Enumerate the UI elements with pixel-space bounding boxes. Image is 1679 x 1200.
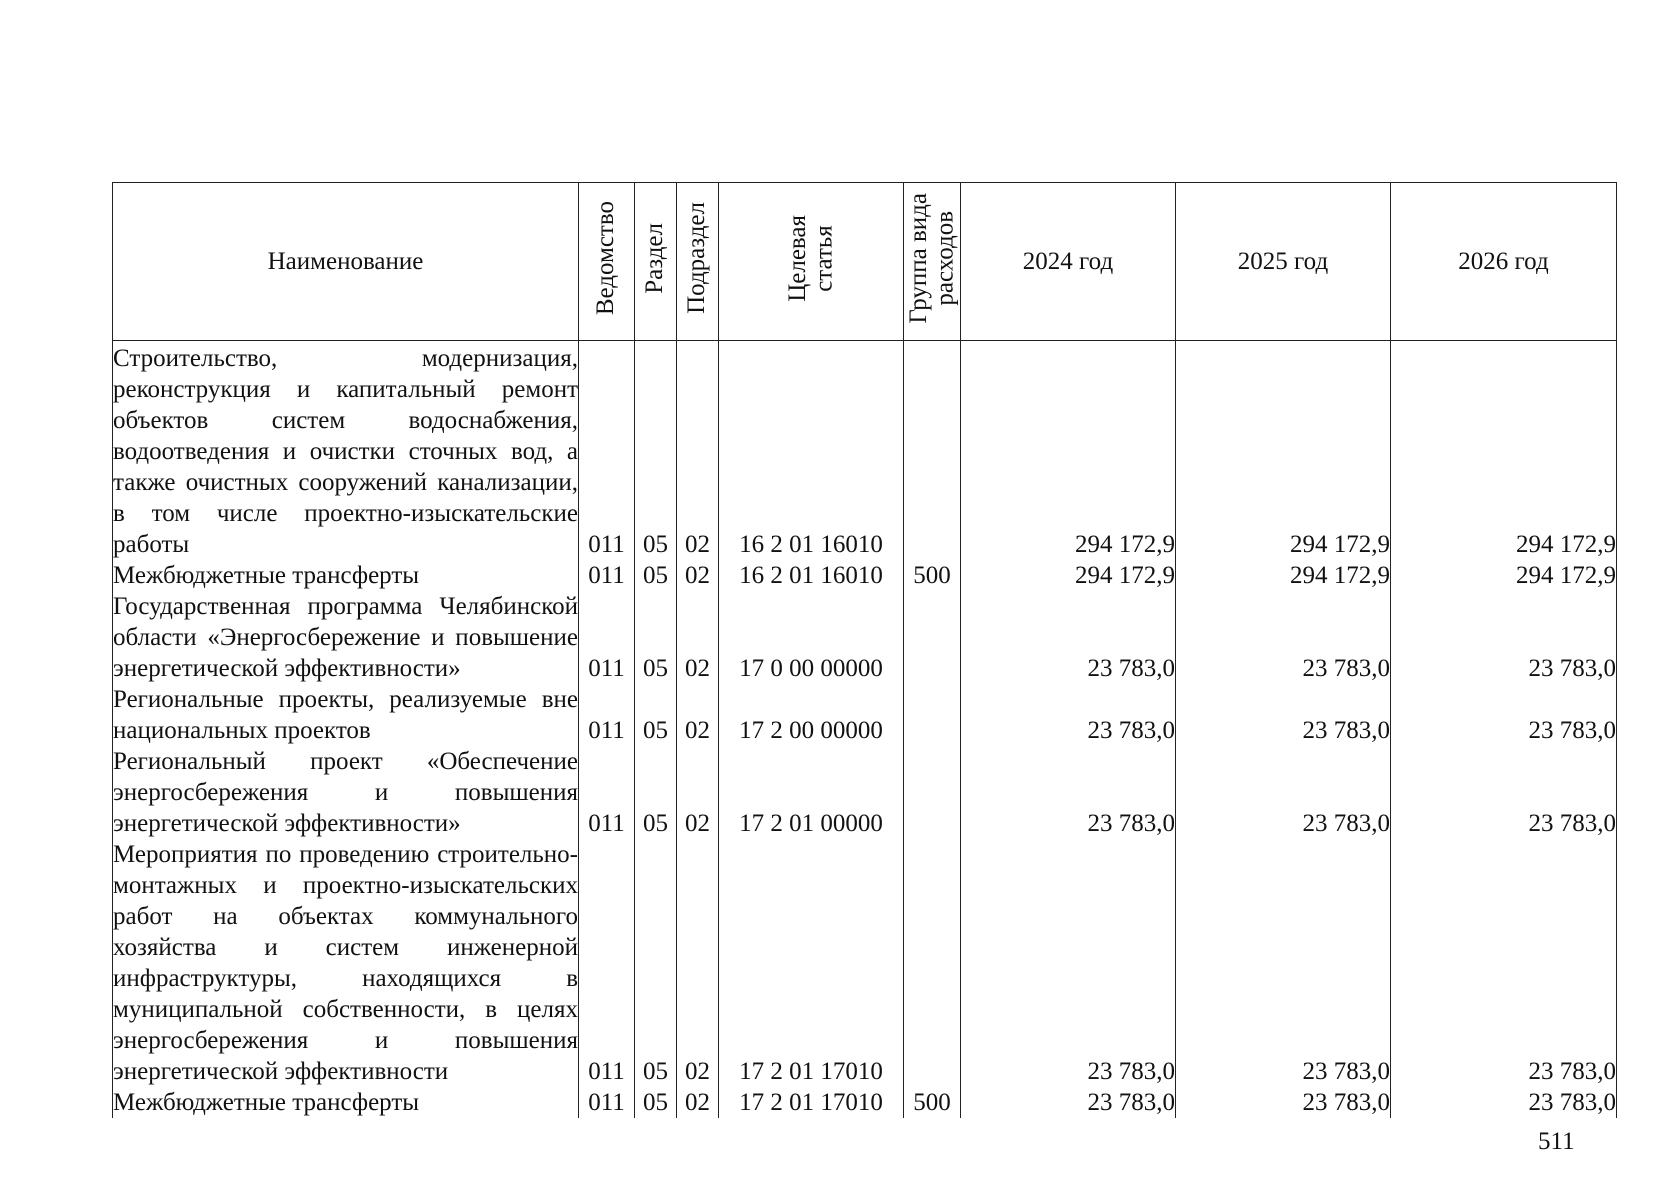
header-subsection: Подраздел xyxy=(677,183,719,341)
row-value-2025: 23 783,0 xyxy=(1176,839,1391,1087)
table-row xyxy=(113,1087,1617,1118)
row-target: 16 2 01 16010 xyxy=(719,560,904,591)
row-target: 17 2 01 17010 xyxy=(719,839,904,1087)
row-target: 17 0 00 00000 xyxy=(719,591,904,684)
table-row xyxy=(113,746,1617,839)
row-expense-group: 500 xyxy=(904,560,961,591)
page-number: 511 xyxy=(1538,1128,1575,1155)
row-value-2026: 294 172,9 xyxy=(1391,560,1617,591)
header-2026: 2026 год xyxy=(1391,183,1617,341)
row-value-2026: 23 783,0 xyxy=(1391,591,1617,684)
header-expense-group: Группа вида расходов xyxy=(904,183,961,341)
table-row xyxy=(113,560,1617,591)
row-section: 05 xyxy=(635,560,677,591)
header-department: Ведомство xyxy=(579,183,635,341)
row-expense-group: 500 xyxy=(904,1087,961,1118)
row-value-2025: 23 783,0 xyxy=(1176,684,1391,746)
row-section: 05 xyxy=(635,684,677,746)
row-value-2026: 294 172,9 xyxy=(1391,341,1617,561)
row-subsection: 02 xyxy=(677,1087,719,1118)
row-name: Мероприятия по проведению строительно-монтажных и проектно-изыскательских работ на объектах коммунального хозяйства и систем инженерной инфраструктуры, находящихся в муниципальной собственности, в целях энергосбережения и повышения энергетической эффективности xyxy=(113,841,578,1085)
row-target: 17 2 00 00000 xyxy=(719,684,904,746)
row-section: 05 xyxy=(635,746,677,839)
row-value-2024: 23 783,0 xyxy=(961,591,1176,684)
row-value-2025: 294 172,9 xyxy=(1176,560,1391,591)
row-value-2024: 23 783,0 xyxy=(961,839,1176,1087)
row-value-2026: 23 783,0 xyxy=(1391,1087,1617,1118)
row-value-2026: 23 783,0 xyxy=(1391,684,1617,746)
row-value-2024: 23 783,0 xyxy=(961,746,1176,839)
row-value-2024: 294 172,9 xyxy=(961,341,1176,561)
row-value-2025: 294 172,9 xyxy=(1176,341,1391,561)
row-value-2026: 23 783,0 xyxy=(1391,839,1617,1087)
table-row xyxy=(113,684,1617,746)
row-department: 011 xyxy=(579,684,635,746)
row-name: Межбюджетные трансферты xyxy=(113,560,579,591)
row-value-2024: 23 783,0 xyxy=(961,1087,1176,1118)
row-subsection: 02 xyxy=(677,591,719,684)
table-row xyxy=(113,591,1617,684)
row-expense-group xyxy=(904,341,961,561)
row-expense-group xyxy=(904,591,961,684)
budget-table xyxy=(112,182,1617,1118)
row-target: 16 2 01 16010 xyxy=(719,341,904,561)
row-section: 05 xyxy=(635,1087,677,1118)
row-value-2024: 294 172,9 xyxy=(961,560,1176,591)
row-value-2026: 23 783,0 xyxy=(1391,746,1617,839)
table-body xyxy=(113,341,1617,1119)
table-row xyxy=(113,341,1617,561)
row-subsection: 02 xyxy=(677,746,719,839)
header-target: Целевая статья xyxy=(719,183,904,341)
row-value-2025: 23 783,0 xyxy=(1176,591,1391,684)
row-subsection: 02 xyxy=(677,341,719,561)
row-department: 011 xyxy=(579,341,635,561)
table-row xyxy=(113,839,1617,1087)
row-section: 05 xyxy=(635,341,677,561)
row-value-2024: 23 783,0 xyxy=(961,684,1176,746)
row-department: 011 xyxy=(579,560,635,591)
row-name: Региональный проект «Обеспечение энергосбережения и повышения энергетической эффективности» xyxy=(113,748,578,837)
row-department: 011 xyxy=(579,591,635,684)
row-target: 17 2 01 17010 xyxy=(719,1087,904,1118)
row-department: 011 xyxy=(579,839,635,1087)
row-value-2025: 23 783,0 xyxy=(1176,1087,1391,1118)
row-section: 05 xyxy=(635,839,677,1087)
row-target: 17 2 01 00000 xyxy=(719,746,904,839)
row-subsection: 02 xyxy=(677,839,719,1087)
header-2025: 2025 год xyxy=(1176,183,1391,341)
header-name: Наименование xyxy=(113,183,579,341)
row-subsection: 02 xyxy=(677,684,719,746)
row-department: 011 xyxy=(579,746,635,839)
row-expense-group xyxy=(904,746,961,839)
row-section: 05 xyxy=(635,591,677,684)
row-expense-group xyxy=(904,684,961,746)
header-section: Раздел xyxy=(635,183,677,341)
header-2024: 2024 год xyxy=(961,183,1176,341)
header-row xyxy=(113,183,1617,341)
row-name: Государственная программа Челябинской области «Энергосбережение и повышение энергетической эффективности» xyxy=(113,593,578,682)
row-department: 011 xyxy=(579,1087,635,1118)
row-name: Межбюджетные трансферты xyxy=(113,1087,579,1118)
row-subsection: 02 xyxy=(677,560,719,591)
row-expense-group xyxy=(904,839,961,1087)
row-name: Региональные проекты, реализуемые вне национальных проектов xyxy=(113,686,578,744)
row-name: Строительство, модернизация, реконструкция и капитальный ремонт объектов систем водоснабжения, водоотведения и очистки сточных вод, а также очистных сооружений канализации, в том числе проектно-изыскательские работы xyxy=(113,341,579,561)
row-value-2025: 23 783,0 xyxy=(1176,746,1391,839)
